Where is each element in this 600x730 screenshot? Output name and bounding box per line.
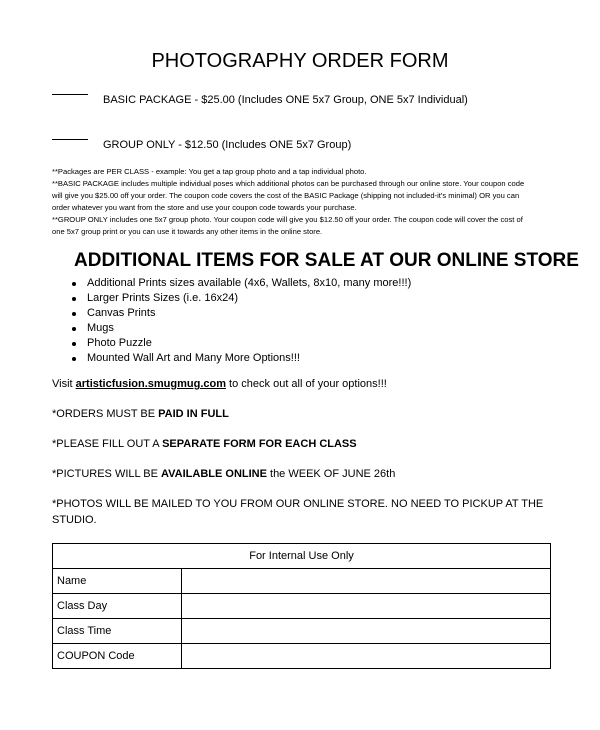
table-row [53,594,551,619]
page-title: PHOTOGRAPHY ORDER FORM [151,50,449,72]
fine-print-line: **Packages are PER CLASS - example: You get a tap group photo and a tap individual photo. [52,167,367,176]
row-field[interactable] [182,644,551,669]
list-item: Additional Prints sizes available (4x6, Wallets, 8x10, many more!!!) [70,276,411,291]
section-heading: ADDITIONAL ITEMS FOR SALE AT OUR ONLINE STORE [74,250,579,271]
visit-text: to check out all of your options!!! [226,378,387,390]
note-line [52,468,395,480]
group-only-option [103,139,351,151]
package-name: GROUP ONLY [103,139,176,151]
group-only-blank[interactable] [52,139,88,140]
internal-use-table [52,543,551,669]
package-name: BASIC PACKAGE [103,94,192,106]
mail-note-line: *PHOTOS WILL BE MAILED TO YOU FROM OUR ONLINE STORE. NO NEED TO PICKUP AT THE [52,498,544,510]
note-line [52,438,357,450]
row-label: Class Time [53,619,182,644]
table-header: For Internal Use Only [53,544,551,569]
list-item: Photo Puzzle [70,336,411,351]
package-price: - $12.50 (Includes ONE 5x7 Group) [175,139,352,151]
row-label: COUPON Code [53,644,182,669]
mail-note-line: STUDIO. [52,514,97,526]
visit-text: Visit [52,378,76,390]
table-row [53,569,551,594]
table-row [53,619,551,644]
table-row [53,644,551,669]
fine-print-line: one 5x7 group print or you can use it towards any other items in the online store. [52,227,323,236]
row-label: Name [53,569,182,594]
fine-print-line: **GROUP ONLY includes one 5x7 group photo. Your coupon code will give you $12.50 off your order. The coupon code will cover the cost of [52,215,523,224]
list-item: Canvas Prints [70,306,411,321]
fine-print-line: will give you $25.00 off your order. The coupon code covers the cost of the BASIC Package (shipping not included-it's minimal) OR you can [52,191,520,200]
fine-print-line: **BASIC PACKAGE includes multiple individual poses which additional photos can be purchased through our online store. Your coupon code [52,179,525,188]
note-line [52,408,229,420]
row-field[interactable] [182,594,551,619]
note-text: *PLEASE FILL OUT A [52,438,163,450]
row-field[interactable] [182,619,551,644]
note-text: *PICTURES WILL BE [52,468,162,480]
row-field[interactable] [182,569,551,594]
list-item: Larger Prints Sizes (i.e. 16x24) [70,291,411,306]
store-link[interactable]: artisticfusion.smugmug.com [75,378,226,390]
visit-line [52,378,387,390]
list-item: Mounted Wall Art and Many More Options!!! [70,351,411,366]
note-bold: PAID IN FULL [158,408,229,420]
note-text: the WEEK OF JUNE 26th [266,468,396,480]
note-text: *ORDERS MUST BE [52,408,159,420]
list-item: Mugs [70,321,411,336]
row-label: Class Day [53,594,182,619]
note-bold: AVAILABLE ONLINE [161,468,267,480]
items-list [70,276,411,366]
basic-package-option [103,94,468,106]
package-price: - $25.00 (Includes ONE 5x7 Group, ONE 5x7 Individual) [191,94,468,106]
basic-package-blank[interactable] [52,94,88,95]
fine-print-line: order whatever you want from the store and use your coupon code towards your purchase. [52,203,357,212]
note-bold: SEPARATE FORM FOR EACH CLASS [162,438,357,450]
